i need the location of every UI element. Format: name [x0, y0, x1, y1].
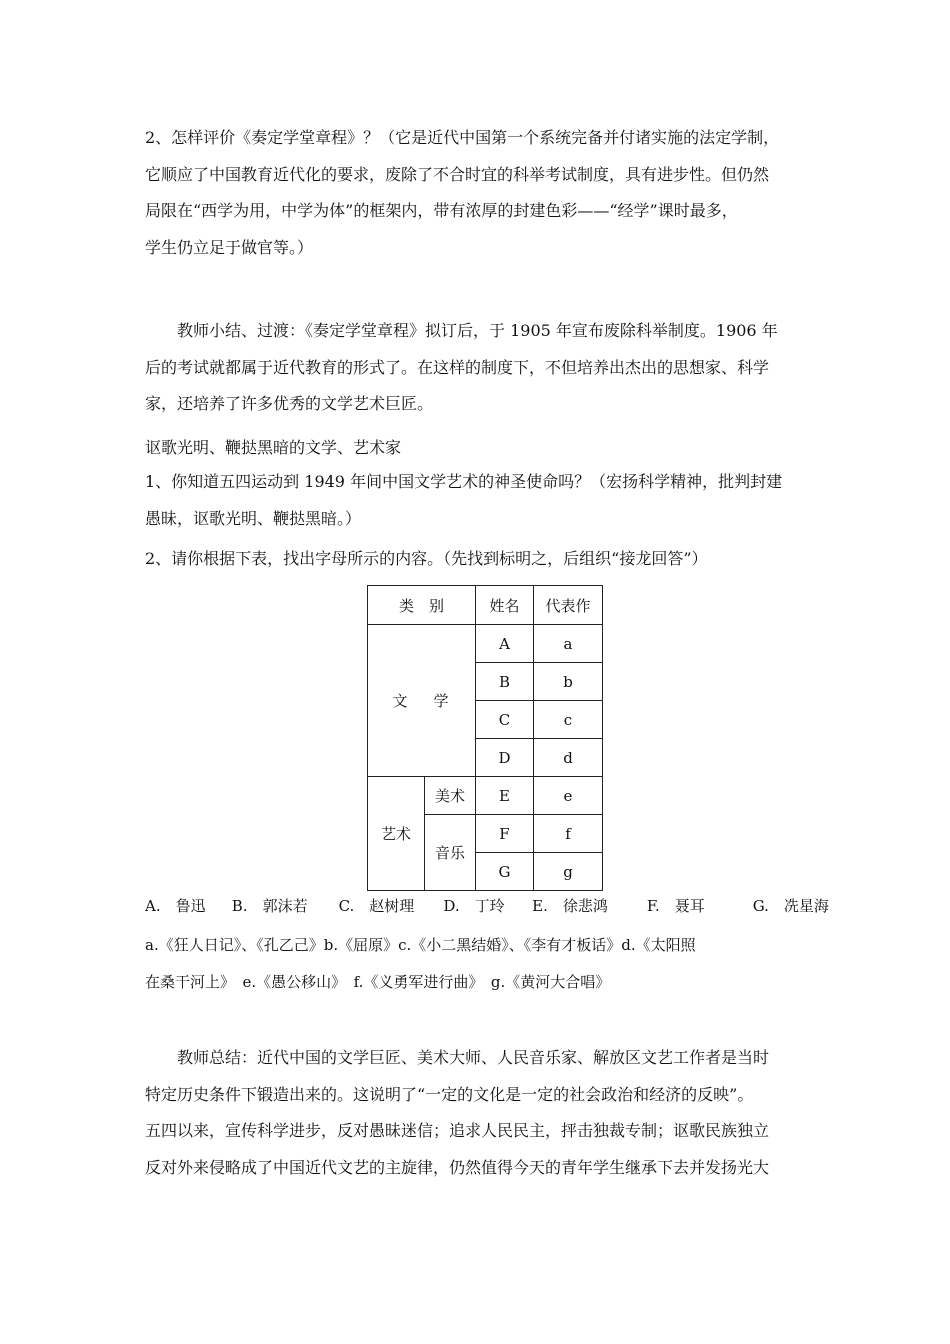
table-cell-name: D	[476, 739, 534, 777]
option-b: B. 郭沫若	[231, 897, 308, 915]
artists-works-table	[367, 585, 603, 891]
table-cell-work: b	[534, 663, 603, 701]
text-line: 1、你知道五四运动到 1949 年间中国文学艺术的神圣使命吗？（宏扬科学精神，批判封建	[145, 472, 783, 491]
table-cell-name: A	[476, 625, 534, 663]
question-1	[145, 464, 807, 537]
name-options	[145, 895, 829, 917]
table-cell-work: f	[534, 815, 603, 853]
option-f: F. 聂耳	[646, 897, 705, 915]
art-category: 艺术	[368, 777, 425, 891]
text-line: 局限在“西学为用，中学为体”的框架内，带有浓厚的封建色彩——“经学”课时最多，	[145, 201, 738, 220]
text-line: 2、怎样评价《奏定学堂章程》？（它是近代中国第一个系统完备并付诸实施的法定学制，	[145, 128, 780, 147]
teacher-transition	[145, 313, 807, 423]
literature-category: 文学	[368, 625, 476, 777]
header-category: 类 别	[368, 586, 476, 625]
table-cell-work: c	[534, 701, 603, 739]
table-cell-work: g	[534, 853, 603, 891]
table-cell-name: G	[476, 853, 534, 891]
option-g: G. 冼星海	[752, 897, 829, 915]
option-a: A. 鲁迅	[145, 897, 206, 915]
text-line: 后的考试就都属于近代教育的形式了。在这样的制度下，不但培养出杰出的思想家、科学	[145, 357, 770, 377]
table-cell-name: E	[476, 777, 534, 815]
text-line: 五四以来，宣传科学进步，反对愚昧迷信；追求人民民主，抨击独裁专制；讴歌民族独立	[145, 1121, 770, 1140]
text-line: 特定历史条件下锻造出来的。这说明了“一定的文化是一定的社会政治和经济的反映”。	[145, 1084, 754, 1104]
text-line: 它顺应了中国教育近代化的要求，废除了不合时宜的科举考试制度，具有进步性。但仍然	[145, 164, 770, 184]
table-cell-name: B	[476, 663, 534, 701]
table-cell-name: C	[476, 701, 534, 739]
option-c: C. 赵树理	[338, 897, 415, 915]
text-line: 教师总结：近代中国的文学巨匠、美术大师、人民音乐家、解放区文艺工作者是当时	[177, 1048, 770, 1067]
header-work: 代表作	[534, 586, 603, 625]
text-line: 教师小结、过渡：《奏定学堂章程》拟订后，于 1905 年宣布废除科举制度。1906 年	[177, 321, 778, 340]
text-line: 家，还培养了许多优秀的文学艺术巨匠。	[145, 394, 434, 413]
option-e: E. 徐悲鸿	[532, 897, 608, 915]
music-category: 音乐	[425, 815, 476, 891]
question-2-evaluation	[145, 120, 807, 266]
text-line: 反对外来侵略成了中国近代文艺的主旋律，仍然值得今天的青年学生继承下去并发扬光大	[145, 1157, 770, 1177]
text-line: 愚昧，讴歌光明、鞭挞黑暗。）	[145, 508, 362, 528]
work-options	[145, 927, 807, 1000]
table-cell-work: e	[534, 777, 603, 815]
teacher-summary	[145, 1040, 807, 1186]
text-line: a.《狂人日记》、《孔乙己》b.《屈原》c.《小二黑结婚》、《李有才板话》d.《太阳照	[145, 936, 696, 954]
question-2-table-prompt: 2、请你根据下表，找出字母所示的内容。（先找到标明之，后组织“接龙回答”）	[145, 549, 708, 568]
text-line: 在桑干河上》 e.《愚公移山》 f.《义勇军进行曲》 g.《黄河大合唱》	[145, 972, 611, 991]
text-line: 学生仍立足于做官等。）	[145, 237, 314, 257]
table-cell-work: d	[534, 739, 603, 777]
table-cell-work: a	[534, 625, 603, 663]
option-d: D. 丁玲	[443, 897, 505, 915]
fine-arts-category: 美术	[425, 777, 476, 815]
header-name: 姓名	[476, 586, 534, 625]
section-heading: 讴歌光明、鞭挞黑暗的文学、艺术家	[145, 438, 402, 457]
table-cell-name: F	[476, 815, 534, 853]
